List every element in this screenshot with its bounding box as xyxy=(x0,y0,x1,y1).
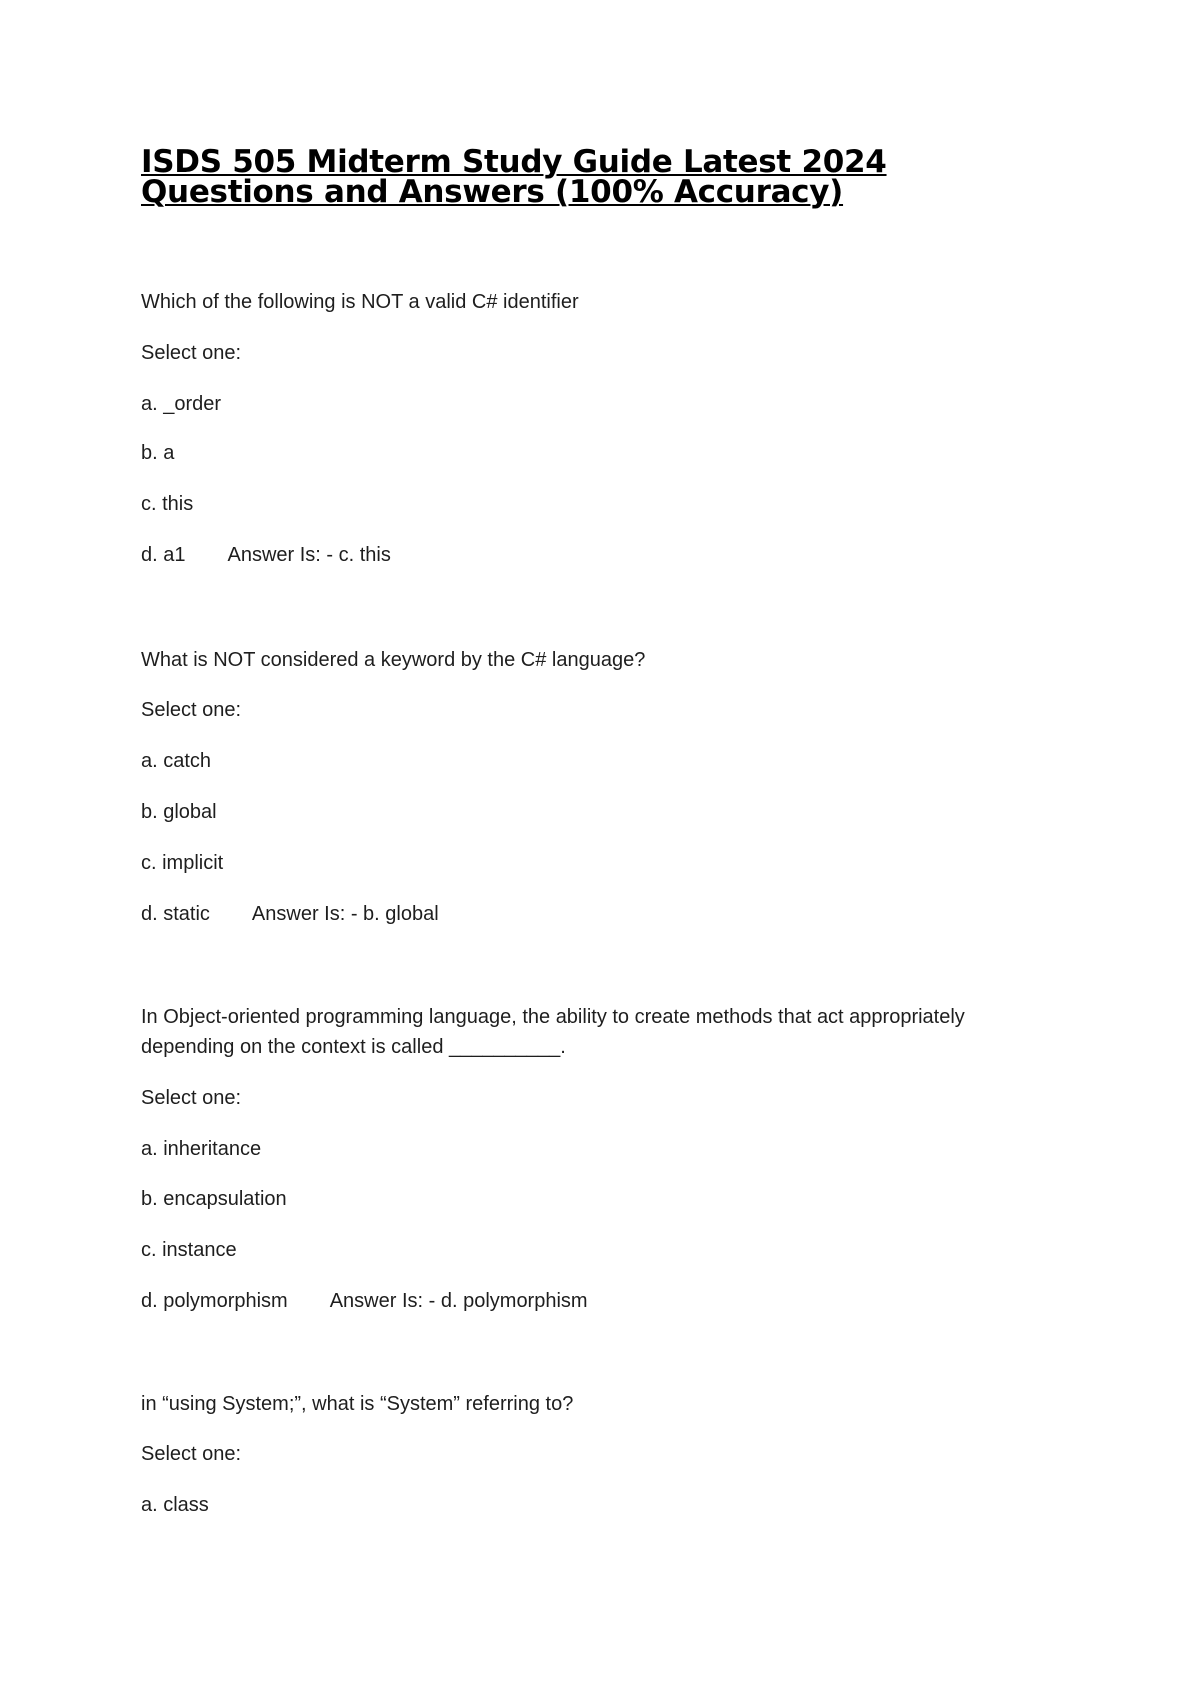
question-4-select-label: Select one: xyxy=(141,1443,242,1465)
question-2-select-label: Select one: xyxy=(141,699,242,721)
question-1-text: Which of the following is NOT a valid C# identifier xyxy=(141,291,579,313)
question-1-select-label: Select one: xyxy=(141,342,242,364)
question-2-option-a: a. catch xyxy=(141,750,212,772)
question-3-option-d-row xyxy=(141,1286,588,1316)
question-1-answer: Answer Is: - c. this xyxy=(227,544,391,566)
question-1-option-c: c. this xyxy=(141,493,194,515)
question-1-option-b: b. a xyxy=(141,442,175,464)
question-1-option-d-row xyxy=(141,540,391,570)
question-3-select-label: Select one: xyxy=(141,1087,242,1109)
question-3-option-b: b. encapsulation xyxy=(141,1188,287,1210)
question-2-text: What is NOT considered a keyword by the C# language? xyxy=(141,649,646,671)
question-4-option-a: a. class xyxy=(141,1494,209,1516)
question-1-option-a: a. _order xyxy=(141,393,222,415)
question-3-answer: Answer Is: - d. polymorphism xyxy=(329,1290,588,1312)
question-3-text: In Object-oriented programming language, the ability to create methods that act appropriately depending on the context is called __________. xyxy=(141,1006,965,1058)
question-2-answer: Answer Is: - b. global xyxy=(251,903,439,925)
question-1-option-d: d. a1 xyxy=(141,544,186,566)
question-2-option-b: b. global xyxy=(141,801,217,823)
question-4-text: in “using System;”, what is “System” referring to? xyxy=(141,1393,574,1415)
question-3-option-c: c. instance xyxy=(141,1239,237,1261)
question-2-option-d: d. static xyxy=(141,903,210,925)
page-title: ISDS 505 Midterm Study Guide Latest 2024 Questions and Answers (100% Accuracy) xyxy=(141,144,887,210)
question-3-option-a: a. inheritance xyxy=(141,1138,262,1160)
question-2-option-c: c. implicit xyxy=(141,852,224,874)
question-3-option-d: d. polymorphism xyxy=(141,1290,288,1312)
question-2-option-d-row xyxy=(141,899,439,929)
